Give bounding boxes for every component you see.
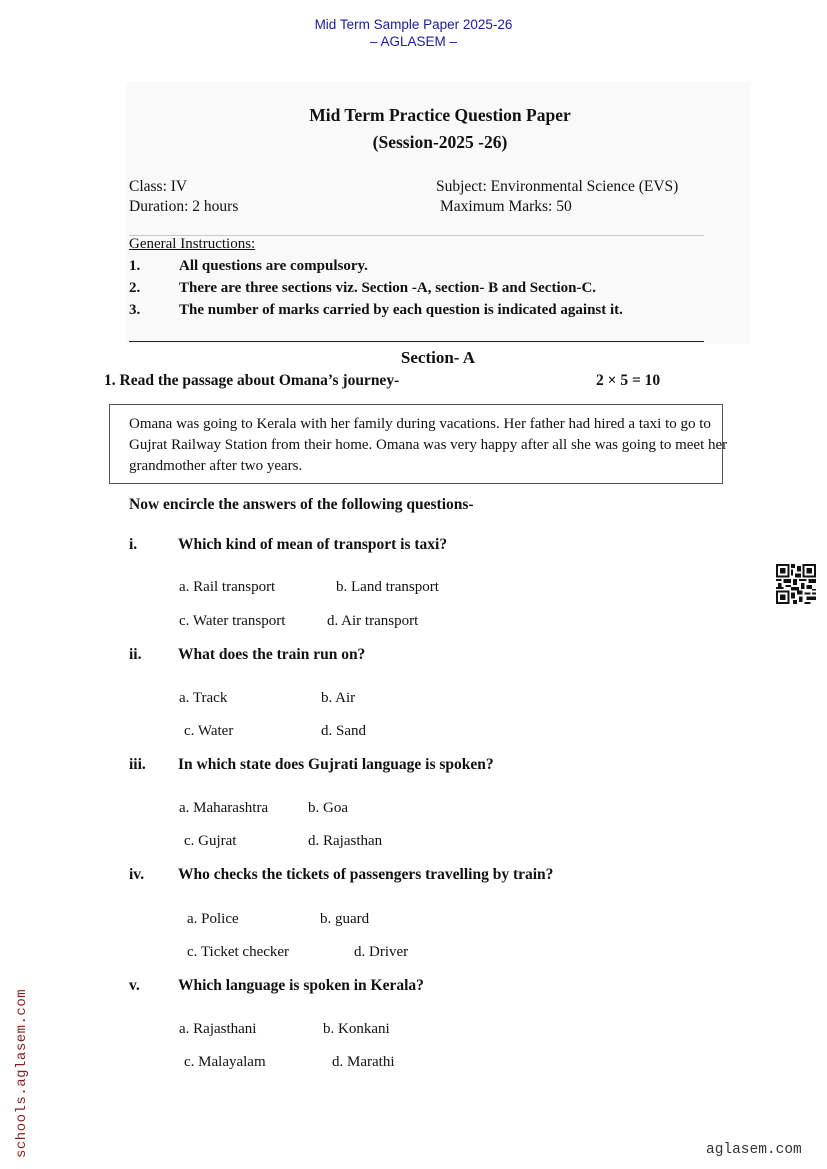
option-a: a. Track	[179, 690, 228, 706]
subject-label: Subject: Environmental Science (EVS)	[436, 178, 679, 195]
option-d: d. Marathi	[332, 1054, 395, 1070]
option-d: d. Air transport	[327, 613, 419, 629]
instructions-heading: General Instructions:	[129, 236, 256, 252]
option-d: d. Sand	[321, 723, 366, 739]
option-c: c. Water transport	[179, 613, 286, 629]
paper-title: Mid Term Practice Question Paper	[309, 105, 571, 125]
question-text: Which language is spoken in Kerala?	[178, 977, 424, 994]
side-watermark: schools.aglasem.com	[14, 988, 30, 1158]
option-d: d. Rajasthan	[308, 833, 383, 849]
instruction-text: The number of marks carried by each question is indicated against it.	[179, 302, 623, 318]
question-text: Who checks the tickets of passengers travelling by train?	[178, 866, 554, 883]
question-number: i.	[129, 536, 138, 553]
footer-watermark: aglasem.com	[706, 1142, 802, 1158]
option-a: a. Rajasthani	[179, 1021, 257, 1037]
option-a: a. Police	[187, 911, 239, 927]
option-c: c. Water	[184, 723, 234, 739]
question-text: What does the train run on?	[178, 646, 366, 663]
option-b: b. Land transport	[336, 579, 439, 595]
option-b: b. guard	[320, 911, 370, 927]
question-text: In which state does Gujrati language is spoken?	[178, 756, 494, 773]
instruction-number: 2.	[129, 280, 141, 296]
instruction-number: 1.	[129, 258, 141, 274]
option-b: b. Konkani	[323, 1021, 390, 1037]
passage-text: Omana was going to Kerala with her family during vacations. Her father had hired a taxi to go to Gujrat Railway Station from their home. Omana was very happy after all she was going to meet her grandmother after two years.	[129, 416, 728, 474]
paper-session: (Session-2025 -26)	[372, 132, 508, 152]
header-line-1: Mid Term Sample Paper 2025-26	[314, 17, 513, 32]
class-label: Class: IV	[129, 178, 188, 195]
divider	[129, 341, 704, 342]
option-d: d. Driver	[354, 944, 409, 960]
passage-box	[109, 404, 728, 484]
header-line-2: – AGLASEM –	[369, 34, 458, 49]
instruction-number: 3.	[129, 302, 141, 318]
question-1-label: 1. Read the passage about Omana’s journey-	[104, 372, 400, 389]
question-number: iv.	[129, 866, 145, 883]
question-text: Which kind of mean of transport is taxi?	[178, 536, 448, 553]
question-number: ii.	[129, 646, 142, 663]
instruction-text: There are three sections viz. Section -A, section- B and Section-C.	[179, 280, 597, 296]
question-number: v.	[129, 977, 140, 994]
duration-label: Duration: 2 hours	[129, 198, 239, 215]
qr-code-icon[interactable]	[776, 564, 816, 604]
option-a: a. Maharashtra	[179, 800, 269, 816]
option-c: c. Malayalam	[184, 1054, 266, 1070]
section-title: Section- A	[400, 348, 476, 367]
instruction-text: All questions are compulsory.	[179, 258, 368, 274]
option-c: c. Ticket checker	[187, 944, 290, 960]
option-a: a. Rail transport	[179, 579, 276, 595]
option-c: c. Gujrat	[184, 833, 237, 849]
option-b: b. Goa	[308, 800, 348, 816]
option-b: b. Air	[321, 690, 356, 706]
instruction-lead: Now encircle the answers of the following questions-	[129, 496, 474, 513]
question-number: iii.	[129, 756, 146, 773]
max-marks-label: Maximum Marks: 50	[440, 198, 572, 215]
question-1-marks: 2 × 5 = 10	[596, 372, 661, 389]
